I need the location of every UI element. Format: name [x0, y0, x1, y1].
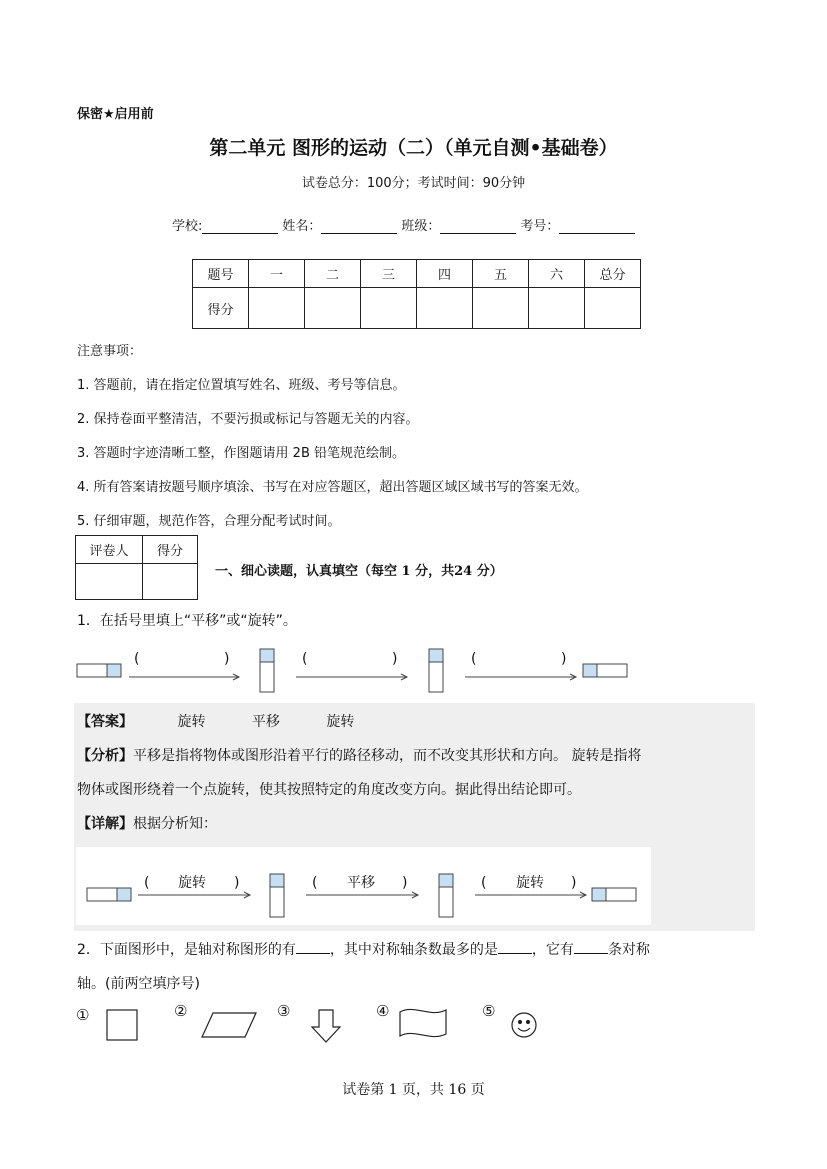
- score-header-cell: 五: [473, 260, 529, 288]
- smiley-eye: [527, 1021, 530, 1024]
- smiley-eye: [519, 1021, 522, 1024]
- score-value-row: [193, 288, 641, 329]
- reviewer-cell[interactable]: [76, 564, 143, 600]
- paren-open: (: [134, 651, 140, 667]
- note-item: 2. 保持卷面平整清洁，不要污损或标记与答题无关的内容。: [77, 412, 419, 427]
- paren-open: (: [481, 875, 487, 891]
- answer-blank[interactable]: [498, 939, 532, 954]
- solution-label: 旋转: [516, 875, 544, 891]
- paren-open: (: [312, 875, 318, 891]
- paren-open: (: [302, 651, 308, 667]
- rect-fill: [592, 888, 606, 901]
- rect-vertical: [260, 662, 274, 692]
- answer-label: 【答案】: [77, 714, 133, 730]
- rect-horizontal: [597, 664, 627, 677]
- page-footer: 试卷第 1 页，共 16 页: [342, 1082, 485, 1098]
- square-shape: [107, 1010, 137, 1040]
- score-cell[interactable]: [361, 288, 417, 329]
- answer-value: 旋转: [326, 714, 355, 730]
- wave-flag-shape: [400, 1009, 446, 1036]
- paren-open: (: [471, 651, 477, 667]
- rect-fill: [117, 888, 131, 901]
- solution-label: 平移: [347, 875, 375, 891]
- note-item: 5. 仔细审题，规范作答，合理分配考试时间。: [77, 514, 341, 529]
- analysis-line: [77, 745, 641, 765]
- parallelogram-shape: [202, 1013, 256, 1037]
- score-header-cell: 六: [529, 260, 585, 288]
- shape-number: ②: [174, 1002, 188, 1020]
- section-one-title: 一、细心读题，认真填空（每空 1 分，共24 分）: [215, 564, 503, 579]
- question-2-text-b: ，其中对称轴条数最多的是: [329, 942, 498, 958]
- score-row-label: 得分: [193, 288, 249, 329]
- note-item: 3. 答题时字迹清晰工整，作图题请用 2B 铅笔规范绘制。: [77, 446, 405, 461]
- rect-vertical: [439, 887, 453, 917]
- smiley-face-shape: [512, 1013, 536, 1037]
- score-cell[interactable]: [305, 288, 361, 329]
- name-label: 姓名：: [282, 219, 322, 234]
- class-field[interactable]: [440, 219, 516, 234]
- rect-fill: [439, 874, 453, 887]
- analysis-text-2: 物体或图形绕着一个点旋转，使其按照特定的角度改变方向。据此得出结论即可。: [77, 782, 581, 798]
- shape-number: ⑤: [482, 1002, 496, 1020]
- paren-close: ): [571, 875, 577, 891]
- score-header-cell: 题号: [193, 260, 249, 288]
- reviewer-header: 评卷人: [76, 536, 143, 564]
- rect-fill: [270, 874, 284, 887]
- score-header-cell: 四: [417, 260, 473, 288]
- smiley-mouth: [518, 1028, 530, 1031]
- shape-number: ①: [76, 1006, 90, 1024]
- paren-open: (: [144, 875, 150, 891]
- score-cell[interactable]: [249, 288, 305, 329]
- score-header-cell: 三: [361, 260, 417, 288]
- class-label: 班级：: [401, 219, 441, 234]
- detail-label: 【详解】: [77, 816, 133, 832]
- question-2-line-1: [77, 939, 650, 959]
- solution-figure: [76, 847, 651, 925]
- paren-close: ): [224, 651, 230, 667]
- score-header-row: [193, 260, 641, 288]
- answer-line: [77, 711, 354, 731]
- exam-id-field[interactable]: [559, 219, 635, 234]
- question-2-line-2: 轴。(前两空填序号): [77, 976, 200, 992]
- score-header-cell: 一: [249, 260, 305, 288]
- school-label: 学校:: [172, 219, 203, 234]
- analysis-label: 【分析】: [77, 748, 133, 764]
- paren-close: ): [561, 651, 567, 667]
- page-subtitle: 试卷总分：100分；考试时间：90分钟: [301, 176, 526, 191]
- rect-fill: [107, 664, 121, 677]
- rect-vertical: [270, 887, 284, 917]
- rect-vertical: [429, 662, 443, 692]
- exam-id-label: 考号：: [520, 219, 560, 234]
- name-field[interactable]: [321, 219, 397, 234]
- rect-fill: [583, 664, 597, 677]
- score-cell[interactable]: [529, 288, 585, 329]
- score-table: [192, 259, 641, 329]
- rect-horizontal: [87, 888, 117, 901]
- rect-horizontal: [77, 664, 107, 677]
- shape-number: ③: [277, 1002, 291, 1020]
- question-2-text-c: ，它有: [531, 942, 574, 958]
- paren-close: ): [234, 875, 240, 891]
- question-2-text-a: 2．下面图形中，是轴对称图形的有: [77, 942, 296, 958]
- down-arrow-shape: [312, 1010, 340, 1042]
- score-cell[interactable]: [473, 288, 529, 329]
- confidential-label: 保密★启用前: [77, 107, 154, 122]
- question-2-shapes: [74, 1000, 554, 1048]
- student-info-line: [172, 215, 639, 234]
- solution-label: 旋转: [178, 875, 206, 891]
- note-item: 1. 答题前，请在指定位置填写姓名、班级、考号等信息。: [77, 378, 406, 393]
- grader-table: [75, 535, 198, 600]
- school-field[interactable]: [202, 219, 278, 234]
- analysis-text: 平移是指将物体或图形沿着平行的路径移动，而不改变其形状和方向。 旋转是指将: [133, 748, 642, 764]
- rect-fill: [429, 649, 443, 662]
- shape-number: ④: [376, 1002, 390, 1020]
- note-item: 4. 所有答案请按题号顺序填涂、书写在对应答题区，超出答题区域区域书写的答案无效。: [77, 480, 588, 495]
- score-header-cell: 总分: [585, 260, 641, 288]
- grader-score-header: 得分: [143, 536, 198, 564]
- detail-line: [77, 813, 217, 833]
- page-title: 第二单元 图形的运动（二）（单元自测•基础卷）: [209, 137, 618, 159]
- answer-blank[interactable]: [296, 939, 330, 954]
- paren-close: ): [392, 651, 398, 667]
- detail-text: 根据分析知：: [133, 816, 217, 832]
- rect-horizontal: [606, 888, 636, 901]
- score-cell[interactable]: [585, 288, 641, 329]
- score-cell[interactable]: [417, 288, 473, 329]
- answer-value: 旋转: [177, 714, 206, 730]
- paren-close: ): [402, 875, 408, 891]
- question-2-text-d: 条对称: [607, 942, 650, 958]
- question-1-text: 1．在括号里填上“平移”或“旋转”。: [77, 613, 297, 629]
- notes-heading: 注意事项：: [77, 344, 143, 359]
- rect-fill: [260, 649, 274, 662]
- answer-value: 平移: [251, 714, 280, 730]
- grader-score-cell[interactable]: [143, 564, 198, 600]
- score-header-cell: 二: [305, 260, 361, 288]
- question-1-figure: [74, 645, 634, 697]
- answer-blank[interactable]: [574, 939, 608, 954]
